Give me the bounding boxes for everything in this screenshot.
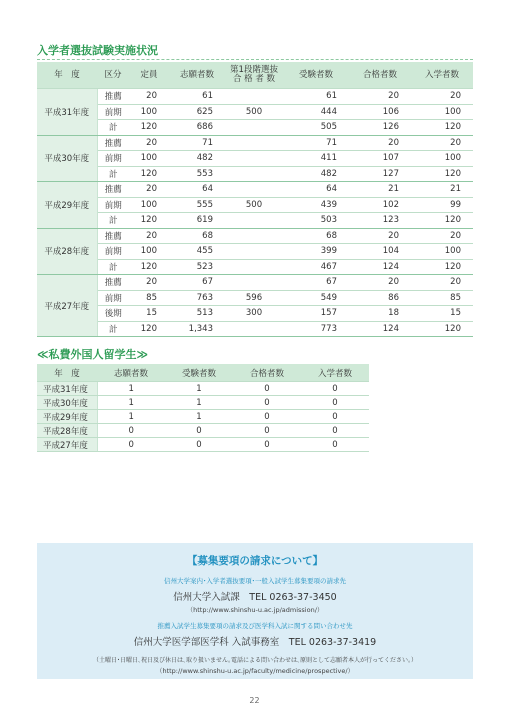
dai1-cell <box>225 151 283 167</box>
kubun-cell: 前期 <box>97 104 129 120</box>
contact-box <box>37 543 473 679</box>
shigan-cell: 64 <box>169 182 225 198</box>
shigan-cell: 455 <box>169 244 225 260</box>
juken-cell: 157 <box>283 306 349 322</box>
dai1-cell <box>225 321 283 337</box>
dai1-cell <box>225 166 283 182</box>
year-cell: 平成30年度 <box>37 135 97 182</box>
kubun-cell: 推薦 <box>97 275 129 291</box>
kubun-cell: 推薦 <box>97 89 129 105</box>
table-row <box>37 213 473 229</box>
juken-cell: 71 <box>283 135 349 151</box>
column-header: 合格者数 <box>233 364 301 382</box>
gokaku-cell: 126 <box>349 120 411 136</box>
gokaku-cell: 104 <box>349 244 411 260</box>
nyugaku-cell: 15 <box>411 306 473 322</box>
dai1-cell <box>225 182 283 198</box>
juken-cell: 503 <box>283 213 349 229</box>
nyugaku-cell: 100 <box>411 244 473 260</box>
teiin-cell: 20 <box>129 89 169 105</box>
juken-cell: 467 <box>283 259 349 275</box>
section-title-foreign-students: ≪私費外国人留学生≫ <box>37 348 149 361</box>
gokaku-cell: 127 <box>349 166 411 182</box>
dai1-cell: 500 <box>225 197 283 213</box>
gokaku-cell: 107 <box>349 151 411 167</box>
column-header: 区分 <box>97 62 129 89</box>
shigan-cell: 1 <box>97 396 165 410</box>
dai1-cell <box>225 244 283 260</box>
dai1-cell <box>225 228 283 244</box>
teiin-cell: 85 <box>129 290 169 306</box>
column-header: 受験者数 <box>283 62 349 89</box>
nyugaku-cell: 120 <box>411 321 473 337</box>
contact-office-2: 信州大学医学部医学科 入試事務室 TEL 0263-37-3419 <box>133 637 377 648</box>
juken-cell: 0 <box>165 424 233 438</box>
dai1-cell <box>225 275 283 291</box>
table-header-row <box>37 364 369 382</box>
shigan-cell: 625 <box>169 104 225 120</box>
table-row <box>37 151 473 167</box>
nyugaku-cell: 20 <box>411 228 473 244</box>
gokaku-cell: 0 <box>233 438 301 452</box>
juken-cell: 411 <box>283 151 349 167</box>
teiin-cell: 120 <box>129 259 169 275</box>
gokaku-cell: 20 <box>349 275 411 291</box>
shigan-cell: 1,343 <box>169 321 225 337</box>
nyugaku-cell: 120 <box>411 213 473 229</box>
gokaku-cell: 106 <box>349 104 411 120</box>
shigan-cell: 0 <box>97 438 165 452</box>
shigan-cell: 482 <box>169 151 225 167</box>
year-cell: 平成28年度 <box>37 228 97 275</box>
gokaku-cell: 21 <box>349 182 411 198</box>
nyugaku-cell: 20 <box>411 275 473 291</box>
nyugaku-cell: 99 <box>411 197 473 213</box>
table-row <box>37 410 369 424</box>
nyugaku-cell: 120 <box>411 166 473 182</box>
teiin-cell: 100 <box>129 151 169 167</box>
juken-cell: 773 <box>283 321 349 337</box>
nyugaku-cell: 100 <box>411 104 473 120</box>
kubun-cell: 計 <box>97 259 129 275</box>
juken-cell: 505 <box>283 120 349 136</box>
shigan-cell: 523 <box>169 259 225 275</box>
column-header: 入学者数 <box>411 62 473 89</box>
contact-url-1[interactable]: （http://www.shinshu-u.ac.jp/admission/） <box>186 606 324 614</box>
dai1-cell <box>225 213 283 229</box>
shigan-cell: 61 <box>169 89 225 105</box>
teiin-cell: 120 <box>129 166 169 182</box>
divider <box>37 59 473 60</box>
gokaku-cell: 123 <box>349 213 411 229</box>
dai1-cell: 300 <box>225 306 283 322</box>
table-row <box>37 244 473 260</box>
teiin-cell: 15 <box>129 306 169 322</box>
juken-cell: 1 <box>165 382 233 396</box>
kubun-cell: 推薦 <box>97 135 129 151</box>
year-cell: 平成29年度 <box>37 182 97 229</box>
juken-cell: 61 <box>283 89 349 105</box>
column-header: 入学者数 <box>301 364 369 382</box>
kubun-cell: 計 <box>97 213 129 229</box>
gokaku-cell: 124 <box>349 321 411 337</box>
kubun-cell: 前期 <box>97 151 129 167</box>
juken-cell: 1 <box>165 396 233 410</box>
teiin-cell: 20 <box>129 135 169 151</box>
table-row <box>37 197 473 213</box>
contact-line-1: 信州大学案内･入学者選抜要項･一般入試学生募集要項の請求先 <box>164 577 346 585</box>
nyugaku-cell: 0 <box>301 438 369 452</box>
table-row <box>37 321 473 337</box>
column-header: 志願者数 <box>169 62 225 89</box>
table-row <box>37 120 473 136</box>
gokaku-cell: 20 <box>349 89 411 105</box>
shigan-cell: 686 <box>169 120 225 136</box>
nyugaku-cell: 120 <box>411 120 473 136</box>
table-row <box>37 259 473 275</box>
juken-cell: 64 <box>283 182 349 198</box>
kubun-cell: 計 <box>97 120 129 136</box>
nyugaku-cell: 85 <box>411 290 473 306</box>
nyugaku-cell: 21 <box>411 182 473 198</box>
section-title-admissions: 入学者選抜試験実施状況 <box>37 44 158 57</box>
page-number: 22 <box>249 696 260 705</box>
contact-heading: 【募集要項の請求について】 <box>186 555 324 567</box>
column-header: 年 度 <box>37 364 97 382</box>
shigan-cell: 1 <box>97 410 165 424</box>
kubun-cell: 計 <box>97 166 129 182</box>
teiin-cell: 20 <box>129 275 169 291</box>
dai1-cell <box>225 120 283 136</box>
column-header: 受験者数 <box>165 364 233 382</box>
contact-note: （土曜日･日曜日､祝日及び休日は､取り扱いません｡電話による問い合わせは､原則として志願者本人が行ってください｡） <box>92 657 417 664</box>
gokaku-cell: 86 <box>349 290 411 306</box>
kubun-cell: 前期 <box>97 244 129 260</box>
kubun-cell: 前期 <box>97 197 129 213</box>
column-header: 年 度 <box>37 62 97 89</box>
table-header-row <box>37 62 473 89</box>
table-row <box>37 424 369 438</box>
table-row <box>37 396 369 410</box>
juken-cell: 67 <box>283 275 349 291</box>
shigan-cell: 1 <box>97 382 165 396</box>
table-row <box>37 290 473 306</box>
shigan-cell: 67 <box>169 275 225 291</box>
teiin-cell: 100 <box>129 197 169 213</box>
kubun-cell: 前期 <box>97 290 129 306</box>
year-cell: 平成28年度 <box>37 424 97 438</box>
dai1-cell <box>225 89 283 105</box>
juken-cell: 1 <box>165 410 233 424</box>
admissions-table <box>37 62 473 337</box>
column-header: 定員 <box>129 62 169 89</box>
table-row <box>37 166 473 182</box>
juken-cell: 0 <box>165 438 233 452</box>
table-row <box>37 382 369 396</box>
table-row <box>37 306 473 322</box>
teiin-cell: 20 <box>129 228 169 244</box>
teiin-cell: 120 <box>129 120 169 136</box>
teiin-cell: 120 <box>129 321 169 337</box>
nyugaku-cell: 20 <box>411 89 473 105</box>
juken-cell: 482 <box>283 166 349 182</box>
year-cell: 平成30年度 <box>37 396 97 410</box>
juken-cell: 399 <box>283 244 349 260</box>
gokaku-cell: 0 <box>233 396 301 410</box>
kubun-cell: 推薦 <box>97 182 129 198</box>
column-header: 志願者数 <box>97 364 165 382</box>
dai1-cell <box>225 135 283 151</box>
nyugaku-cell: 0 <box>301 382 369 396</box>
year-cell: 平成31年度 <box>37 89 97 136</box>
juken-cell: 549 <box>283 290 349 306</box>
nyugaku-cell: 20 <box>411 135 473 151</box>
shigan-cell: 513 <box>169 306 225 322</box>
nyugaku-cell: 0 <box>301 424 369 438</box>
contact-office-1: 信州大学入試課 TEL 0263-37-3450 <box>173 592 337 603</box>
gokaku-cell: 18 <box>349 306 411 322</box>
table-row <box>37 275 473 291</box>
table-row <box>37 228 473 244</box>
gokaku-cell: 0 <box>233 382 301 396</box>
dai1-cell: 596 <box>225 290 283 306</box>
column-header: 合格者数 <box>349 62 411 89</box>
gokaku-cell: 0 <box>233 424 301 438</box>
table-row <box>37 89 473 105</box>
gokaku-cell: 102 <box>349 197 411 213</box>
teiin-cell: 100 <box>129 104 169 120</box>
shigan-cell: 71 <box>169 135 225 151</box>
gokaku-cell: 20 <box>349 135 411 151</box>
gokaku-cell: 124 <box>349 259 411 275</box>
kubun-cell: 計 <box>97 321 129 337</box>
juken-cell: 68 <box>283 228 349 244</box>
dai1-cell <box>225 259 283 275</box>
nyugaku-cell: 100 <box>411 151 473 167</box>
dai1-cell: 500 <box>225 104 283 120</box>
nyugaku-cell: 120 <box>411 259 473 275</box>
juken-cell: 444 <box>283 104 349 120</box>
shigan-cell: 553 <box>169 166 225 182</box>
kubun-cell: 推薦 <box>97 228 129 244</box>
nyugaku-cell: 0 <box>301 396 369 410</box>
teiin-cell: 20 <box>129 182 169 198</box>
year-cell: 平成29年度 <box>37 410 97 424</box>
column-header: 第1段階選抜 合 格 者 数 <box>225 62 283 89</box>
shigan-cell: 619 <box>169 213 225 229</box>
table-row <box>37 438 369 452</box>
table-row <box>37 135 473 151</box>
year-cell: 平成27年度 <box>37 275 97 337</box>
year-cell: 平成27年度 <box>37 438 97 452</box>
shigan-cell: 555 <box>169 197 225 213</box>
teiin-cell: 120 <box>129 213 169 229</box>
table-row <box>37 104 473 120</box>
year-cell: 平成31年度 <box>37 382 97 396</box>
nyugaku-cell: 0 <box>301 410 369 424</box>
contact-line-2: 推薦入試学生募集要項の請求及び医学科入試に関する問い合わせ先 <box>157 622 353 630</box>
kubun-cell: 後期 <box>97 306 129 322</box>
shigan-cell: 0 <box>97 424 165 438</box>
shigan-cell: 68 <box>169 228 225 244</box>
gokaku-cell: 20 <box>349 228 411 244</box>
teiin-cell: 100 <box>129 244 169 260</box>
table-row <box>37 182 473 198</box>
juken-cell: 439 <box>283 197 349 213</box>
foreign-students-table <box>37 364 369 452</box>
shigan-cell: 763 <box>169 290 225 306</box>
gokaku-cell: 0 <box>233 410 301 424</box>
contact-url-2[interactable]: （http://www.shinshu-u.ac.jp/faculty/medicine/prospective/） <box>155 667 355 675</box>
